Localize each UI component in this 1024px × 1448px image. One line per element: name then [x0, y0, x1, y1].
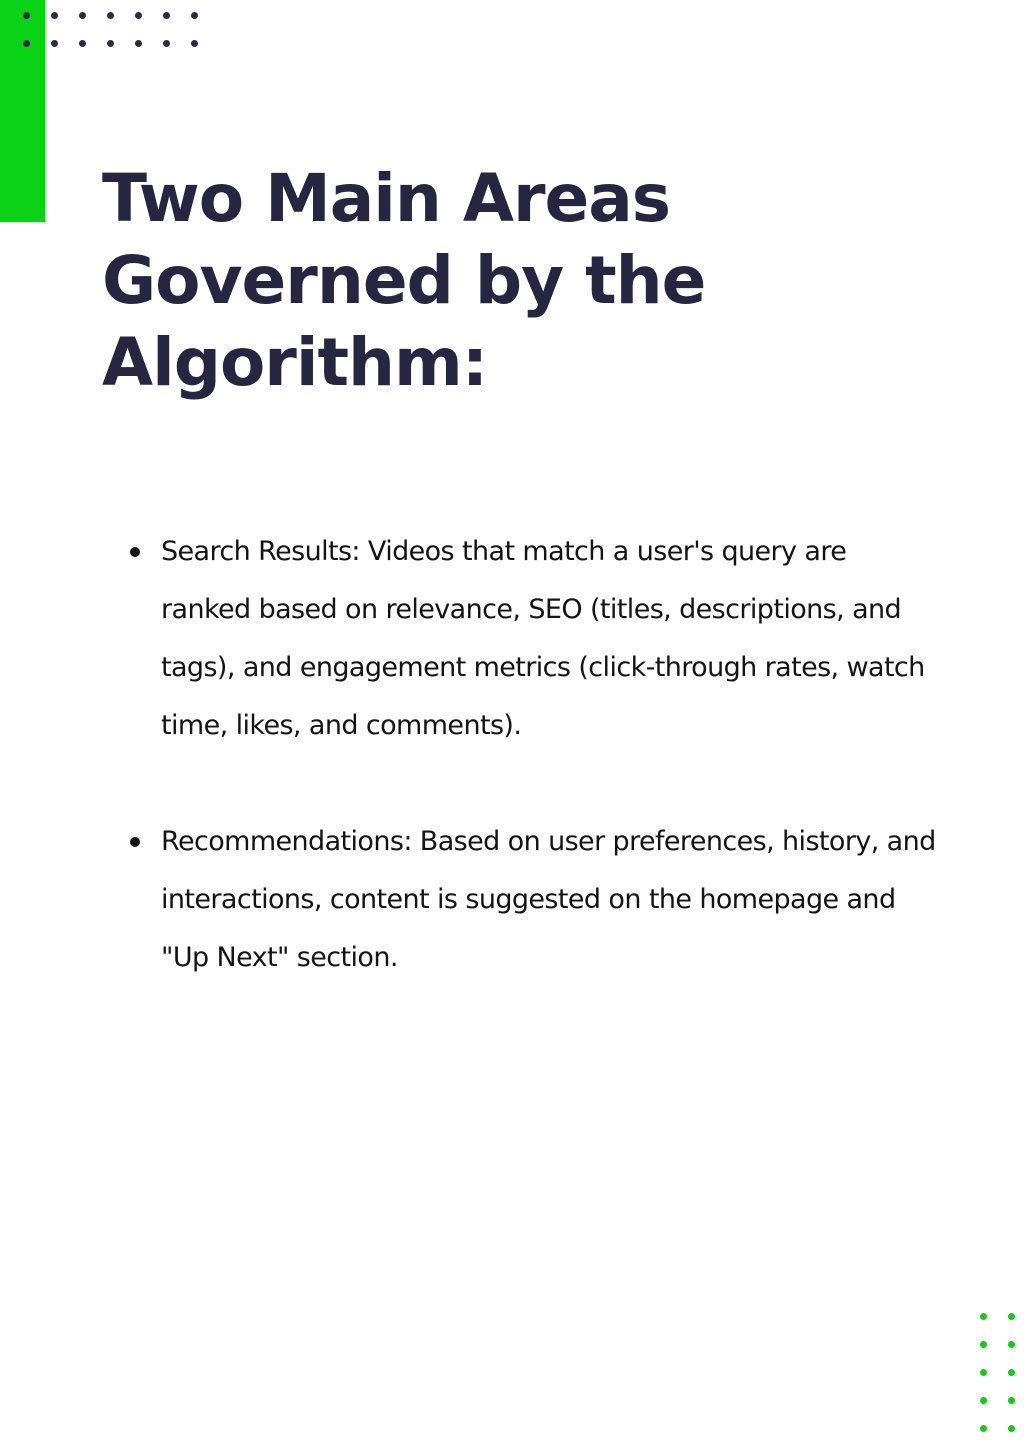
page-title: Two Main Areas Governed by the Algorithm: [102, 160, 706, 401]
dot-pattern-icon [23, 12, 198, 47]
dot-icon [191, 40, 198, 47]
dot-icon [51, 40, 58, 47]
dot-icon [107, 40, 114, 47]
bullet-icon [130, 837, 140, 847]
dot-icon [23, 12, 30, 19]
dot-icon [163, 12, 170, 19]
dot-icon [1008, 1425, 1015, 1432]
dot-icon [51, 12, 58, 19]
bullet-list [122, 523, 942, 1045]
dot-icon [1008, 1397, 1015, 1404]
dot-pattern-icon [980, 1313, 1015, 1432]
dot-icon [1008, 1369, 1015, 1376]
dot-icon [23, 40, 30, 47]
dot-icon [135, 12, 142, 19]
dot-icon [980, 1369, 987, 1376]
dot-icon [191, 12, 198, 19]
dot-icon [107, 12, 114, 19]
dot-icon [1008, 1341, 1015, 1348]
bullet-text: Recommendations: Based on user preferences, history, and interactions, content is suggested on the homepage and "Up Next" section. [161, 826, 936, 973]
bullet-text: Search Results: Videos that match a user's query are ranked based on relevance, SEO (titles, descriptions, and tags), and engagement metrics (click-through rates, watch time, likes, and comments). [161, 536, 925, 741]
dot-icon [1008, 1313, 1015, 1320]
list-item [122, 813, 942, 987]
dot-icon [135, 40, 142, 47]
list-item [122, 523, 942, 755]
dot-icon [980, 1313, 987, 1320]
dot-icon [163, 40, 170, 47]
dot-icon [980, 1425, 987, 1432]
dot-icon [79, 12, 86, 19]
dot-icon [79, 40, 86, 47]
dot-icon [980, 1397, 987, 1404]
bullet-icon [130, 547, 140, 557]
dot-icon [980, 1341, 987, 1348]
